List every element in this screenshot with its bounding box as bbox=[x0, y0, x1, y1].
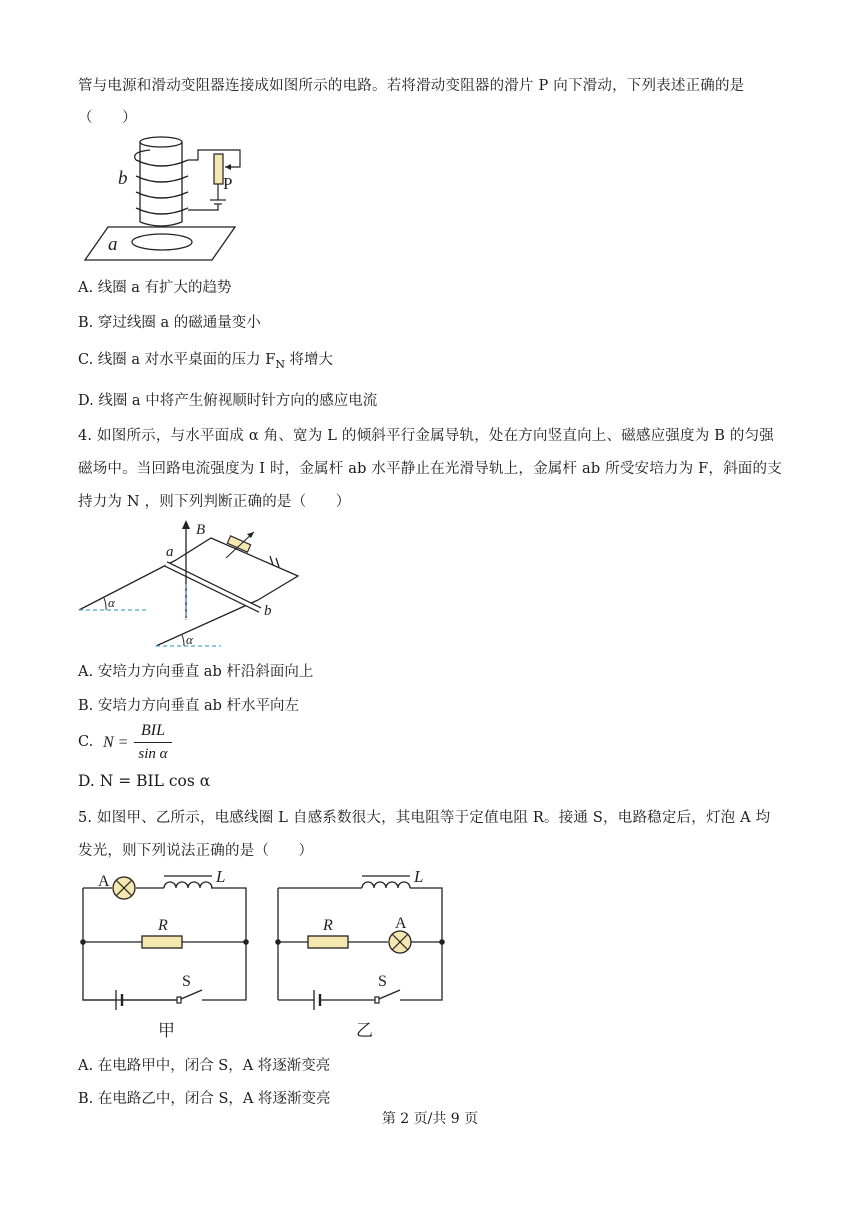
q4-option-c-denominator: sin α bbox=[138, 746, 168, 762]
q4-label-b: b bbox=[264, 603, 272, 619]
q5-label-S-jia: S bbox=[182, 973, 191, 990]
q3-label-b: b bbox=[118, 168, 128, 189]
page-footer: 第 2 页/共 9 页 bbox=[381, 1111, 479, 1127]
q5-label-R-jia: R bbox=[158, 917, 168, 934]
q3-option-c-sub: N bbox=[275, 357, 285, 371]
q4-incline-figure bbox=[76, 518, 308, 650]
q4-label-alpha1: α bbox=[108, 595, 115, 610]
q4-label-alpha2: α bbox=[186, 632, 193, 647]
q3-option-c-text: C. 线圈 a 对水平桌面的压力 F bbox=[78, 352, 276, 368]
q4-option-d: D. N = BIL cos α bbox=[78, 772, 211, 790]
q4-option-c-lhs: N = bbox=[103, 734, 129, 751]
q3-option-b: B. 穿过线圈 a 的磁通量变小 bbox=[78, 315, 261, 331]
q3-option-a: A. 线圈 a 有扩大的趋势 bbox=[78, 280, 232, 296]
q5-stem-line2: 发光，则下列说法正确的是（ ） bbox=[78, 843, 314, 859]
q4-option-c-numerator: BIL bbox=[134, 720, 172, 743]
q4-stem-line1: 4. 如图所示，与水平面成 α 角、宽为 L 的倾斜平行金属导轨，处在方向竖直向上、磁感应强度为 B 的匀强 bbox=[78, 428, 774, 444]
q5-label-jia: 甲 bbox=[158, 1021, 175, 1041]
q5-stem-line1: 5. 如图甲、乙所示，电感线圈 L 自感系数很大，其电阻等于定值电阻 R。接通 S，电路稳定后，灯泡 A 均 bbox=[78, 810, 771, 826]
q3-label-p: P bbox=[223, 174, 233, 193]
q3-option-d: D. 线圈 a 中将产生俯视顺时针方向的感应电流 bbox=[78, 393, 378, 409]
q5-label-S-yi: S bbox=[378, 973, 387, 990]
q5-label-L-jia: L bbox=[216, 867, 226, 886]
q5-circuit-figures bbox=[78, 866, 450, 1042]
q5-label-yi: 乙 bbox=[356, 1021, 373, 1041]
q4-stem-line3: 持力为 N ，则下列判断正确的是（ ） bbox=[78, 494, 351, 510]
q3-stem-line1: 管与电源和滑动变阻器连接成如图所示的电路。若将滑动变阻器的滑片 P 向下滑动，下列表述正确的是 bbox=[78, 78, 745, 94]
q4-stem-line2: 磁场中。当回路电流强度为 I 时，金属杆 ab 水平静止在光滑导轨上，金属杆 ab 所受安培力为 F，斜面的支 bbox=[78, 461, 782, 477]
q4-option-b: B. 安培力方向垂直 ab 杆水平向左 bbox=[78, 698, 300, 714]
q3-solenoid-figure bbox=[80, 132, 250, 264]
q5-label-A-yi: A bbox=[395, 915, 407, 932]
q5-label-A-jia: A bbox=[98, 873, 110, 890]
q5-label-R-yi: R bbox=[323, 917, 333, 934]
q5-option-a: A. 在电路甲中，闭合 S，A 将逐渐变亮 bbox=[78, 1058, 331, 1074]
q4-label-B: B bbox=[196, 522, 206, 538]
q3-stem-line2: （ ） bbox=[78, 110, 137, 126]
q4-option-c-fraction bbox=[134, 720, 172, 765]
q4-label-a: a bbox=[166, 544, 174, 560]
q5-label-L-yi: L bbox=[414, 867, 424, 886]
q3-option-c bbox=[78, 348, 333, 371]
q4-option-c-prefix: C. bbox=[78, 734, 94, 750]
q3-label-a: a bbox=[108, 234, 118, 255]
q4-option-a: A. 安培力方向垂直 ab 杆沿斜面向上 bbox=[78, 664, 314, 680]
q5-option-b: B. 在电路乙中，闭合 S，A 将逐渐变亮 bbox=[78, 1091, 331, 1107]
q3-option-c-tail: 将增大 bbox=[284, 352, 334, 368]
